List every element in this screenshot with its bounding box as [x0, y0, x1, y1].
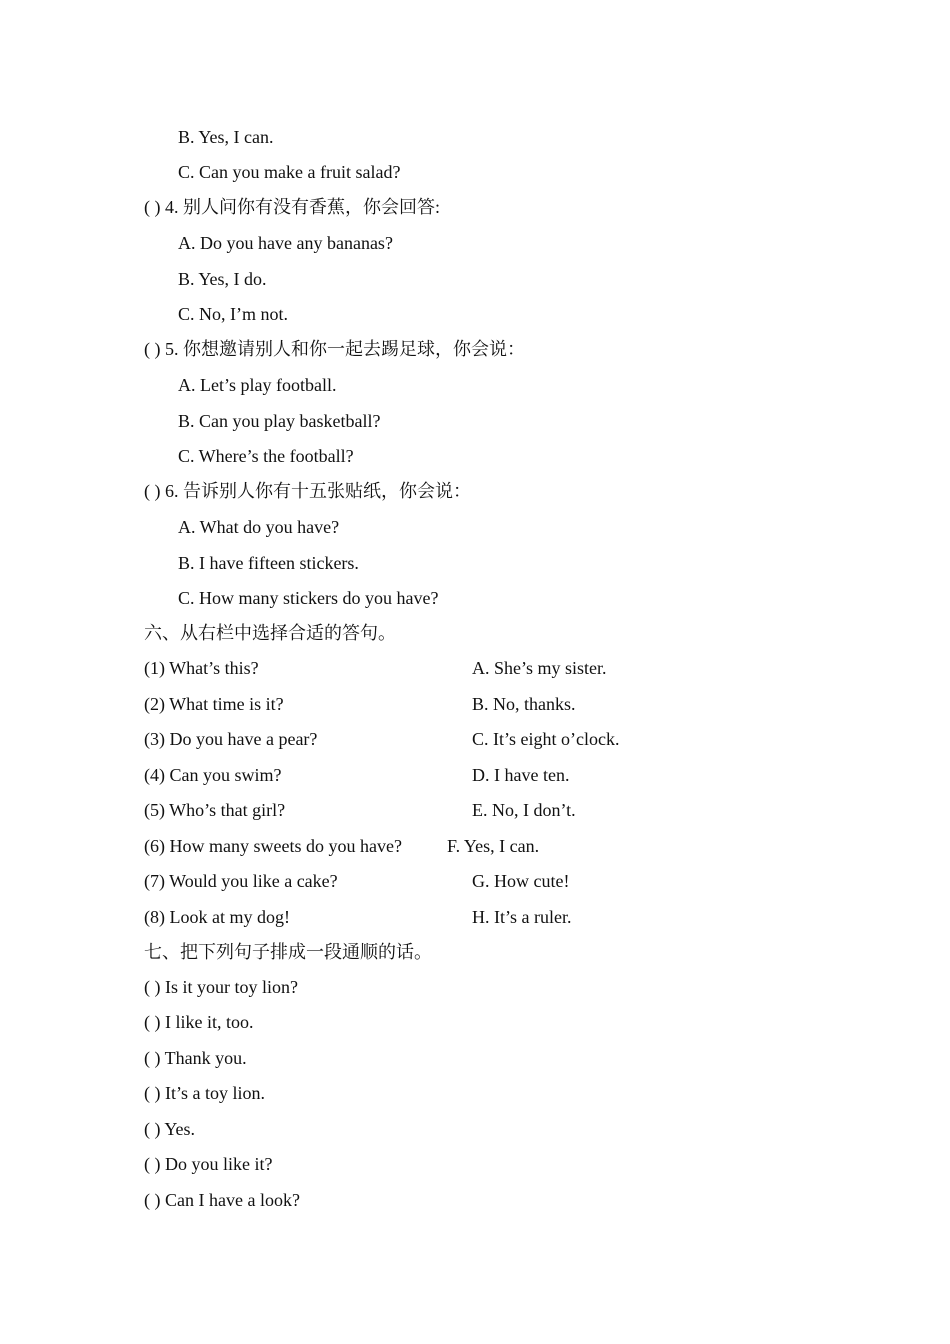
ordering-item: ( ) Thank you.: [144, 1048, 247, 1068]
ordering-item: ( ) It’s a toy lion.: [144, 1083, 265, 1103]
ordering-item: ( ) Is it your toy lion?: [144, 977, 298, 997]
q6-option-b: B. I have fifteen stickers.: [178, 553, 359, 573]
ordering-item: ( ) I like it, too.: [144, 1012, 254, 1032]
q3-option-b: B. Yes, I can.: [178, 127, 274, 147]
matching-question: (5) Who’s that girl?: [144, 800, 286, 820]
q6-option-a: A. What do you have?: [178, 517, 340, 537]
q4-option-c: C. No, I’m not.: [178, 304, 288, 324]
matching-question: (7) Would you like a cake?: [144, 871, 338, 891]
ordering-item: ( ) Yes.: [144, 1119, 196, 1139]
matching-question: (2) What time is it?: [144, 694, 284, 714]
matching-question: (4) Can you swim?: [144, 765, 282, 785]
matching-question: (1) What’s this?: [144, 658, 259, 678]
q6-stem: ( ) 6. 告诉别人你有十五张贴纸，你会说：: [144, 481, 471, 501]
ordering-item: ( ) Can I have a look?: [144, 1190, 300, 1210]
matching-answer: F. Yes, I can.: [447, 836, 540, 856]
matching-answer: C. It’s eight o’clock.: [472, 729, 620, 749]
q4-stem: ( ) 4. 别人问你有没有香蕉，你会回答:: [144, 197, 440, 217]
matching-answer: D. I have ten.: [472, 765, 570, 785]
ordering-item: ( ) Do you like it?: [144, 1154, 273, 1174]
q4-option-a: A. Do you have any bananas?: [178, 233, 393, 253]
q5-option-b: B. Can you play basketball?: [178, 411, 381, 431]
matching-question: (8) Look at my dog!: [144, 907, 290, 927]
matching-answer: A. She’s my sister.: [472, 658, 607, 678]
matching-answer: B. No, thanks.: [472, 694, 576, 714]
matching-answer: G. How cute!: [472, 871, 570, 891]
q5-option-c: C. Where’s the football?: [178, 446, 354, 466]
matching-answer: H. It’s a ruler.: [472, 907, 572, 927]
matching-question: (6) How many sweets do you have?: [144, 836, 402, 856]
q4-option-b: B. Yes, I do.: [178, 269, 267, 289]
q5-stem: ( ) 5. 你想邀请别人和你一起去踢足球，你会说：: [144, 339, 525, 359]
matching-answer: E. No, I don’t.: [472, 800, 576, 820]
q3-option-c: C. Can you make a fruit salad?: [178, 162, 401, 182]
matching-question: (3) Do you have a pear?: [144, 729, 318, 749]
section-6-heading: 六、从右栏中选择合适的答句。: [144, 623, 396, 643]
q6-option-c: C. How many stickers do you have?: [178, 588, 439, 608]
section-7-heading: 七、把下列句子排成一段通顺的话。: [144, 942, 432, 962]
q5-option-a: A. Let’s play football.: [178, 375, 337, 395]
